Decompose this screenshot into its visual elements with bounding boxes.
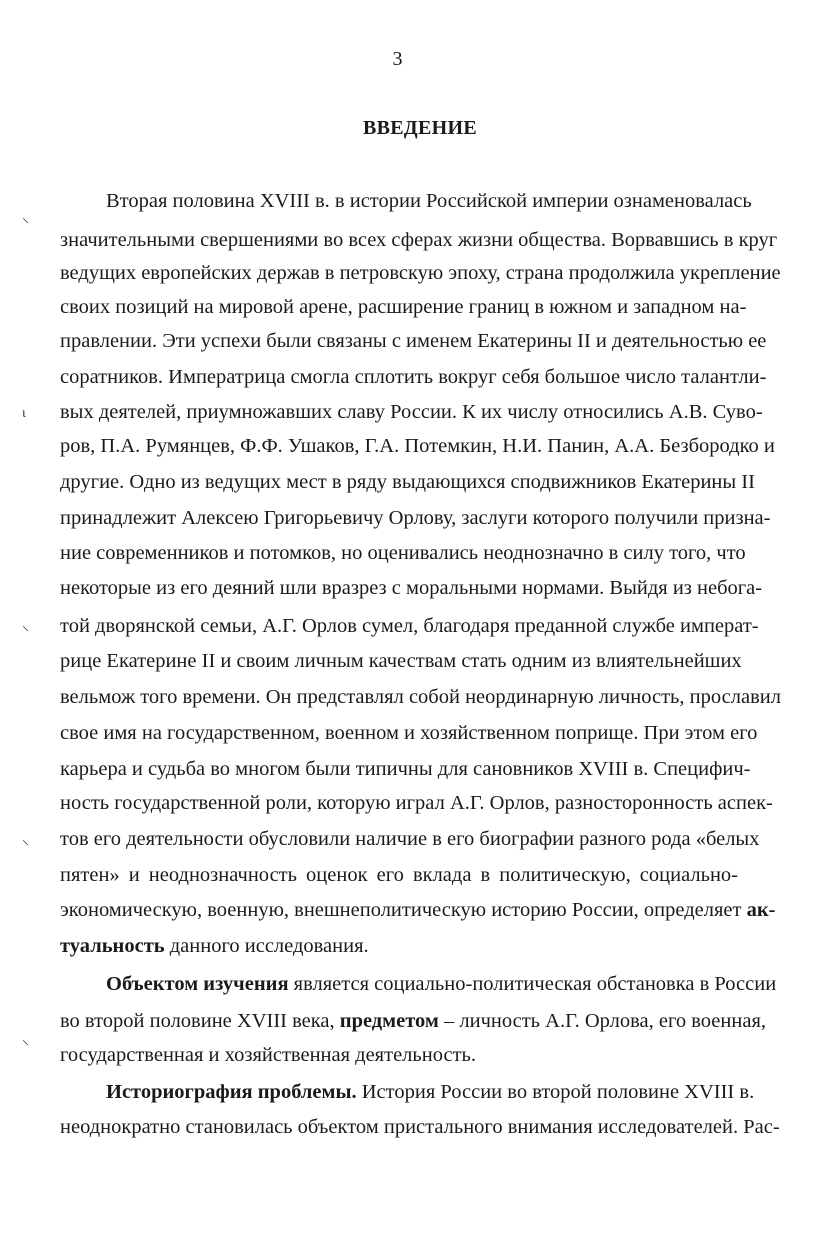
text-line — [60, 897, 776, 923]
text-line: ность государственной роли, которую играл А.Г. Орлов, разносторонность аспек- — [60, 792, 773, 814]
margin-mark: ⸌ — [22, 217, 29, 232]
text-line: неоднократно становилась объектом пристального внимания исследователей. Рас- — [60, 1116, 780, 1138]
text-line: принадлежит Алексею Григорьевичу Орлову, заслуги которого получили призна- — [60, 507, 771, 529]
page-number: 3 — [392, 48, 403, 70]
text-line: ров, П.А. Румянцев, Ф.Ф. Ушаков, Г.А. Потемкин, Н.И. Панин, А.А. Безбородко и — [60, 435, 775, 457]
bold-term: Объектом изучения — [106, 973, 289, 995]
text-span: данного исследования. — [164, 935, 369, 957]
text-line: вельмож того времени. Он представлял собой неординарную личность, прославил — [60, 686, 781, 708]
text-span: является социально-политическая обстановка в России — [288, 973, 777, 995]
bold-term: туальность — [60, 935, 165, 957]
text-line — [60, 933, 738, 959]
text-line — [106, 1079, 755, 1105]
text-span: История России во второй половине XVIII в. — [356, 1081, 755, 1103]
text-line: ведущих европейских держав в петровскую эпоху, страна продолжила укрепление — [60, 262, 781, 284]
text-line: другие. Одно из ведущих мест в ряду выдающихся сподвижников Екатерины II — [60, 471, 755, 493]
text-span: во второй половине XVIII века, — [60, 1010, 340, 1032]
text-line: той дворянской семьи, А.Г. Орлов сумел, благодаря преданной службе императ- — [60, 615, 759, 637]
page-heading: ВВЕДЕНИЕ — [363, 117, 477, 139]
bold-term: предметом — [339, 1010, 439, 1032]
text-span: экономическую, военную, внешнеполитическую историю России, определяет — [60, 899, 742, 921]
text-span: – личность А.Г. Орлова, его военная, — [438, 1010, 766, 1032]
text-line: свое имя на государственном, военном и хозяйственном поприще. При этом его — [60, 722, 758, 744]
text-line: рице Екатерине II и своим личным качествам стать одним из влиятельнейших — [60, 650, 742, 672]
text-line: государственная и хозяйственная деятельность. — [60, 1044, 477, 1066]
text-line — [106, 971, 777, 997]
text-line: карьера и судьба во многом были типичны для сановников XVIII в. Специфич- — [60, 758, 751, 780]
text-line: Вторая половина XVIII в. в истории Российской империи ознаменовалась — [106, 190, 752, 212]
margin-mark: ⸌ — [22, 839, 29, 854]
text-line: пятен» и неоднозначность оценок его вклада в политическую, социально- — [60, 864, 738, 886]
margin-mark: ⸌ — [22, 1039, 29, 1054]
text-line: некоторые из его деяний шли вразрез с моральными нормами. Выйдя из небога- — [60, 577, 763, 599]
text-line: тов его деятельности обусловили наличие в его биографии разного рода «белых — [60, 828, 760, 850]
text-line: своих позиций на мировой арене, расширение границ в южном и западном на- — [60, 296, 747, 318]
text-line — [60, 1008, 766, 1034]
margin-mark: ⸌ — [22, 625, 29, 640]
bold-term: ак- — [746, 899, 776, 921]
text-line: ние современников и потомков, но оценивались неоднозначно в силу того, что — [60, 542, 746, 564]
bold-term: Историография проблемы. — [106, 1081, 357, 1103]
text-line: правлении. Эти успехи были связаны с именем Екатерины II и деятельностью ее — [60, 330, 767, 352]
margin-mark: ι — [22, 406, 26, 421]
text-line: значительными свершениями во всех сферах жизни общества. Ворвавшись в круг — [60, 229, 778, 251]
text-line: соратников. Императрица смогла сплотить вокруг себя большое число талантли- — [60, 366, 767, 388]
text-line: вых деятелей, приумножавших славу России. К их числу относились А.В. Суво- — [60, 401, 763, 423]
